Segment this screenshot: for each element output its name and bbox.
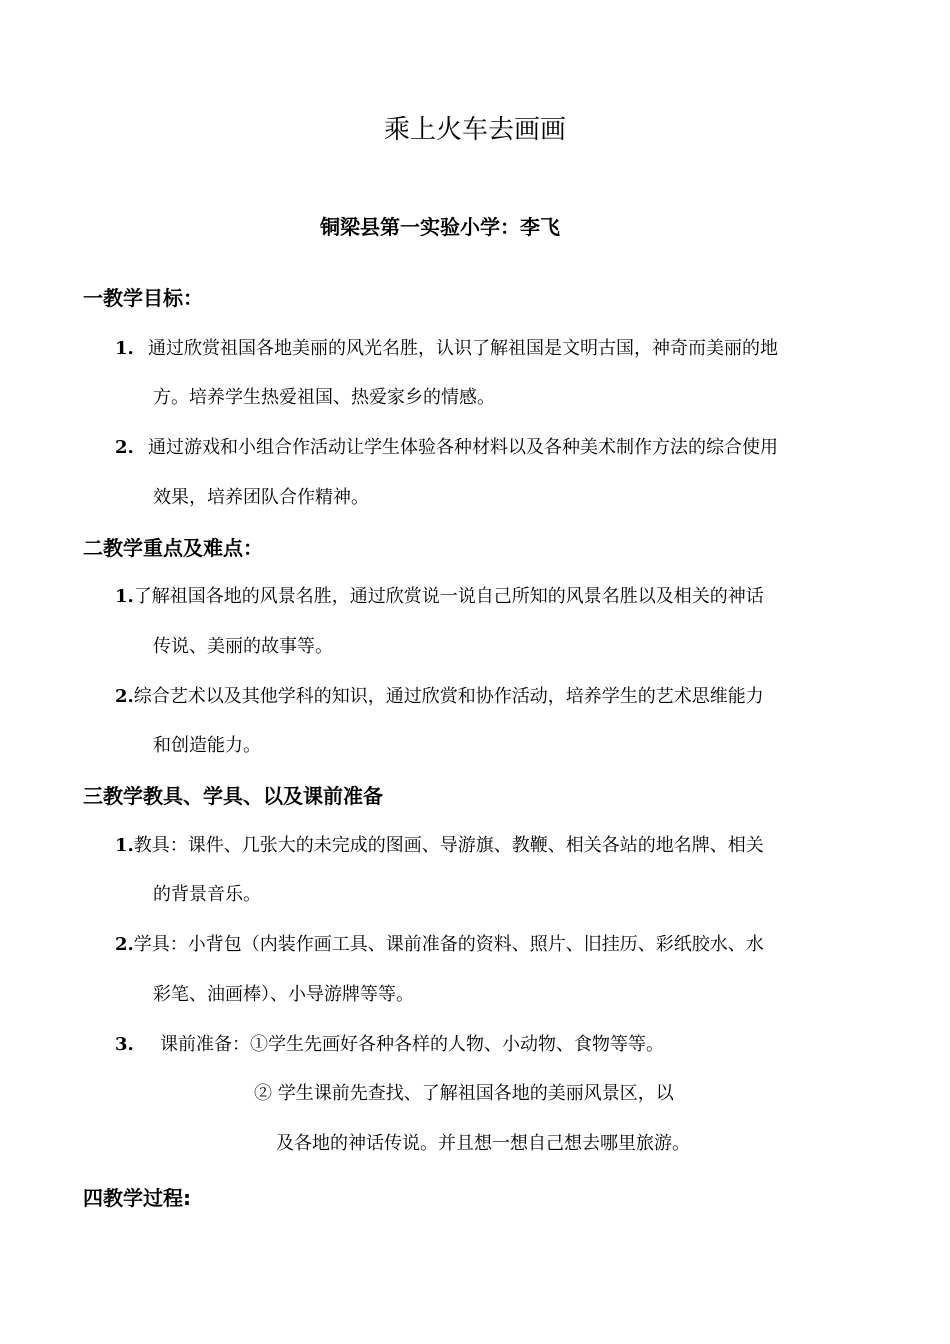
section-heading-materials: 三教学教具、学具、以及课前准备	[83, 784, 383, 808]
item-number: 1.	[115, 338, 134, 359]
item-text-line: 通过欣赏祖国各地美丽的风光名胜，认识了解祖国是文明古国，神奇而美丽的地	[148, 338, 778, 359]
section-heading-process: 四教学过程:	[83, 1186, 191, 1210]
author-line: 铜梁县第一实验小学：李飞	[320, 215, 560, 239]
item-text-line: 的背景音乐。	[153, 884, 261, 905]
document-title: 乘上火车去画画	[383, 115, 566, 145]
item-row	[115, 584, 764, 610]
item-number: 2.	[115, 934, 134, 955]
item-text-line: 学具：小背包（内装作画工具、课前准备的资料、照片、旧挂历、彩纸胶水、水	[133, 934, 764, 955]
item-text-line: 方。培养学生热爱祖国、热爱家乡的情感。	[153, 387, 495, 408]
item-number: 1.	[115, 835, 134, 856]
item-text-line: 综合艺术以及其他学科的知识，通过欣赏和协作活动，培养学生的艺术思维能力	[133, 686, 764, 707]
item-number: 1.	[115, 586, 134, 607]
section-heading-objectives: 一教学目标：	[83, 286, 203, 310]
item-text-line: 及各地的神话传说。并且想一想自己想去哪里旅游。	[276, 1133, 690, 1154]
item-number: 3.	[115, 1034, 134, 1055]
item-text-line: 传说、美丽的故事等。	[153, 636, 333, 657]
section-heading-key-points: 二教学重点及难点：	[83, 536, 263, 560]
item-text-line: 彩笔、油画棒）、小导游牌等等。	[153, 984, 414, 1005]
item-row	[115, 932, 764, 958]
item-number: 2.	[115, 437, 134, 458]
item-text-line: 了解祖国各地的风景名胜，通过欣赏说一说自己所知的风景名胜以及相关的神话	[133, 586, 764, 607]
item-text-line: 课前准备：①学生先画好各种各样的人物、小动物、食物等等。	[160, 1034, 664, 1055]
item-row	[115, 684, 764, 710]
item-number: 2.	[115, 686, 134, 707]
item-text-line: 效果，培养团队合作精神。	[153, 487, 369, 508]
item-text-line: 教具：课件、几张大的未完成的图画、导游旗、教鞭、相关各站的地名牌、相关	[133, 835, 764, 856]
item-text-line: 通过游戏和小组合作活动让学生体验各种材料以及各种美术制作方法的综合使用	[148, 437, 778, 458]
item-text-line: 和创造能力。	[153, 735, 261, 756]
item-row	[115, 833, 764, 859]
item-text-line: ② 学生课前先查找、了解祖国各地的美丽风景区，以	[254, 1083, 674, 1104]
